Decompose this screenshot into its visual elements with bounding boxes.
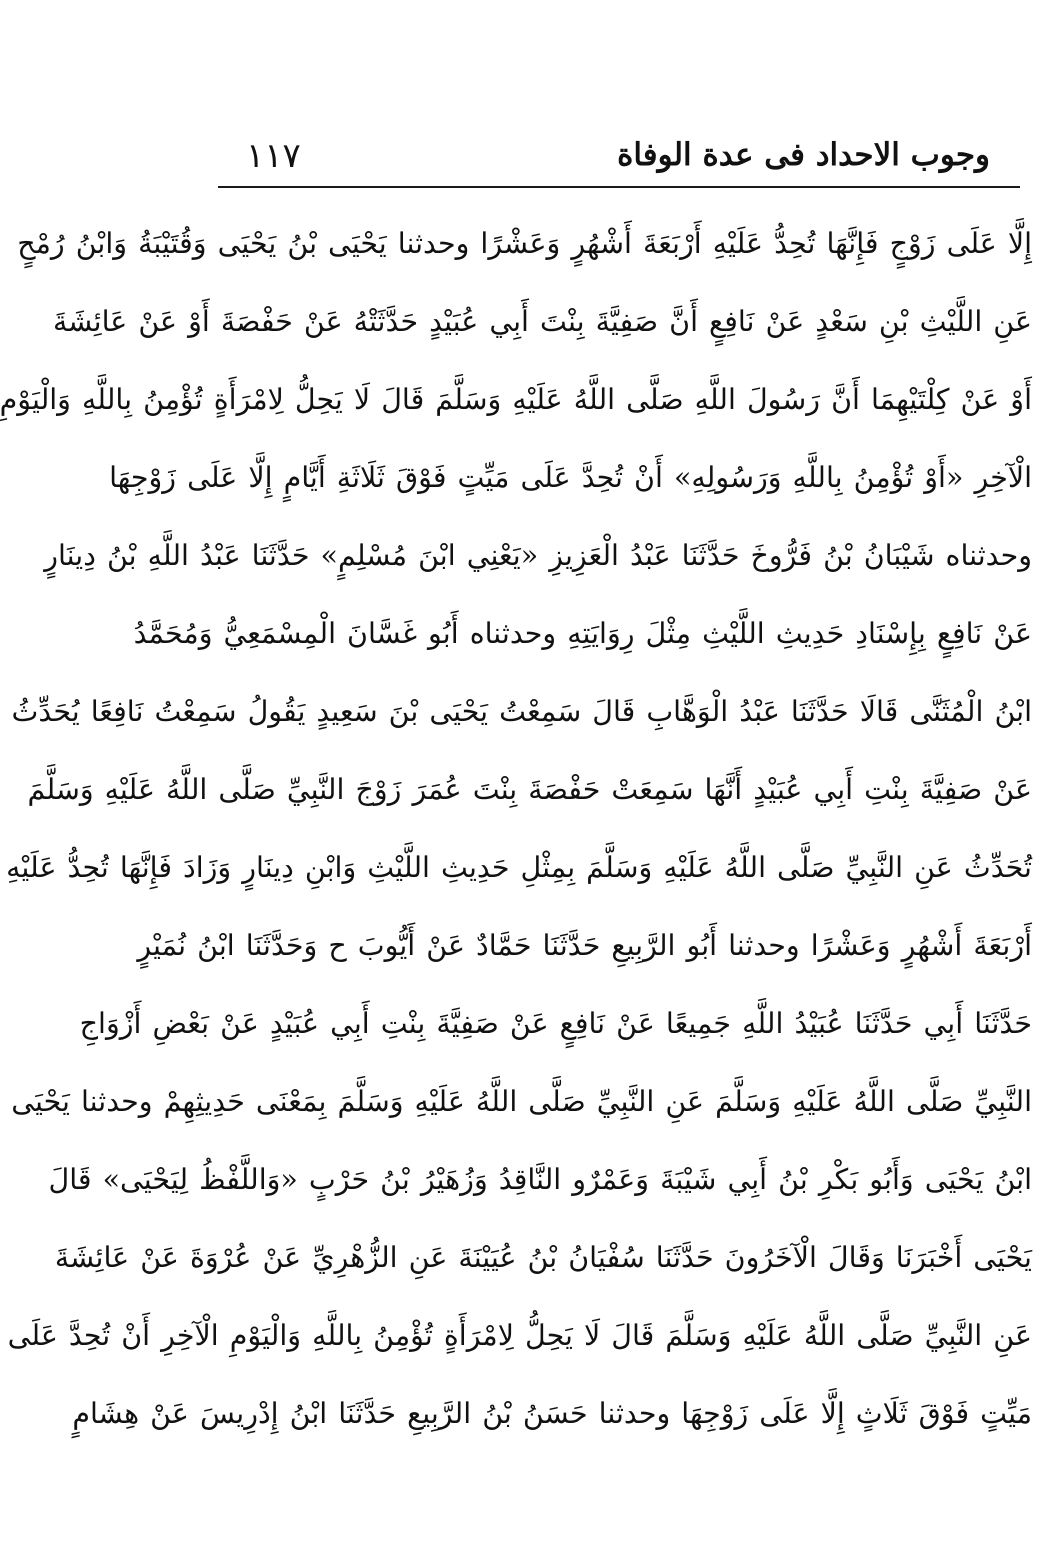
text-line: ابْنُ يَحْيَى وَأَبُو بَكْرِ بْنُ أَبِي شَيْبَةَ وَعَمْرٌو النَّاقِدُ وَزُهَيْرُ بْنُ حَرْبٍ «وَاللَّفْظُ لِيَحْيَى» قَالَ — [48, 1163, 1032, 1196]
text-line: الْآخِرِ «أَوْ تُؤْمِنُ بِاللَّهِ وَرَسُولِهِ» أَنْ تُحِدَّ عَلَى مَيِّتٍ فَوْقَ ثَلَاثَةِ أَيَّامٍ إِلَّا عَلَى زَوْجِهَا — [109, 461, 1032, 494]
text-line: وحدثناه شَيْبَانُ بْنُ فَرُّوخَ حَدَّثَنَا عَبْدُ الْعَزِيزِ «يَعْنِي ابْنَ مُسْلِمٍ» حَدَّثَنَا عَبْدُ اللَّهِ بْنُ دِينَارٍ — [44, 539, 1032, 572]
text-line: ابْنُ الْمُثَنَّى قَالَا حَدَّثَنَا عَبْدُ الْوَهَّابِ قَالَ سَمِعْتُ يَحْيَى بْنَ سَعِيدٍ يَقُولُ سَمِعْتُ نَافِعًا يُحَدِّثُ — [11, 695, 1032, 728]
text-line: تُحَدِّثُ عَنِ النَّبِيِّ صَلَّى اللَّهُ عَلَيْهِ وَسَلَّمَ بِمِثْلِ حَدِيثِ اللَّيْثِ وَابْنِ دِينَارٍ وَزَادَ فَإِنَّهَا تُحِدُّ عَلَيْهِ — [6, 851, 1032, 884]
text-line: إِلَّا عَلَى زَوْجٍ فَإِنَّهَا تُحِدُّ عَلَيْهِ أَرْبَعَةَ أَشْهُرٍ وَعَشْرًا وحدثنا يَحْيَى بْنُ يَحْيَى وَقُتَيْبَةُ وَابْنُ رُمْحٍ — [17, 227, 1032, 260]
text-line: حَدَّثَنَا أَبِي حَدَّثَنَا عُبَيْدُ اللَّهِ جَمِيعًا عَنْ نَافِعٍ عَنْ صَفِيَّةَ بِنْتِ أَبِي عُبَيْدٍ عَنْ بَعْضِ أَزْوَاجِ — [79, 1007, 1032, 1040]
text-line: يَحْيَى أَخْبَرَنَا وَقَالَ الْآخَرُونَ حَدَّثَنَا سُفْيَانُ بْنُ عُيَيْنَةَ عَنِ الزُّهْرِيِّ عَنْ عُرْوَةَ عَنْ عَائِشَةَ — [54, 1241, 1032, 1274]
text-line: عَنِ النَّبِيِّ صَلَّى اللَّهُ عَلَيْهِ وَسَلَّمَ قَالَ لَا يَحِلُّ لِامْرَأَةٍ تُؤْمِنُ بِاللَّهِ وَالْيَوْمِ الْآخِرِ أَنْ تُحِدَّ عَلَى — [7, 1319, 1032, 1352]
text-line: عَنِ اللَّيْثِ بْنِ سَعْدٍ عَنْ نَافِعٍ أَنَّ صَفِيَّةَ بِنْتَ أَبِي عُبَيْدٍ حَدَّثَتْهُ عَنْ حَفْصَةَ أَوْ عَنْ عَائِشَةَ — [52, 305, 1032, 338]
text-line: عَنْ نَافِعٍ بِإِسْنَادِ حَدِيثِ اللَّيْثِ مِثْلَ رِوَايَتِهِ وحدثناه أَبُو غَسَّانَ الْمِسْمَعِيُّ وَمُحَمَّدُ — [133, 617, 1032, 650]
page-number: ١١٧ — [246, 136, 301, 176]
text-line: النَّبِيِّ صَلَّى اللَّهُ عَلَيْهِ وَسَلَّمَ عَنِ النَّبِيِّ صَلَّى اللَّهُ عَلَيْهِ وَسَلَّمَ بِمَعْنَى حَدِيثِهِمْ وحدثنا يَحْيَى — [11, 1085, 1032, 1118]
hadith-text-body — [0, 205, 1032, 1453]
text-line: أَرْبَعَةَ أَشْهُرٍ وَعَشْرًا وحدثنا أَبُو الرَّبِيعِ حَدَّثَنَا حَمَّادٌ عَنْ أَيُّوبَ ح وَحَدَّثَنَا ابْنُ نُمَيْرٍ — [137, 929, 1032, 962]
running-title: وجوب الاحداد فى عدة الوفاة — [617, 137, 990, 173]
text-line: مَيِّتٍ فَوْقَ ثَلَاثٍ إِلَّا عَلَى زَوْجِهَا وحدثنا حَسَنُ بْنُ الرَّبِيعِ حَدَّثَنَا ابْنُ إِدْرِيسَ عَنْ هِشَامٍ — [72, 1397, 1032, 1430]
header-rule — [218, 186, 1020, 188]
page-header — [218, 128, 1020, 186]
text-line: أَوْ عَنْ كِلْتَيْهِمَا أَنَّ رَسُولَ اللَّهِ صَلَّى اللَّهُ عَلَيْهِ وَسَلَّمَ قَالَ لَا يَحِلُّ لِامْرَأَةٍ تُؤْمِنُ بِاللَّهِ وَالْيَوْمِ — [0, 383, 1032, 416]
text-line: عَنْ صَفِيَّةَ بِنْتِ أَبِي عُبَيْدٍ أَنَّهَا سَمِعَتْ حَفْصَةَ بِنْتَ عُمَرَ زَوْجَ النَّبِيِّ صَلَّى اللَّهُ عَلَيْهِ وَسَلَّمَ — [27, 773, 1032, 806]
